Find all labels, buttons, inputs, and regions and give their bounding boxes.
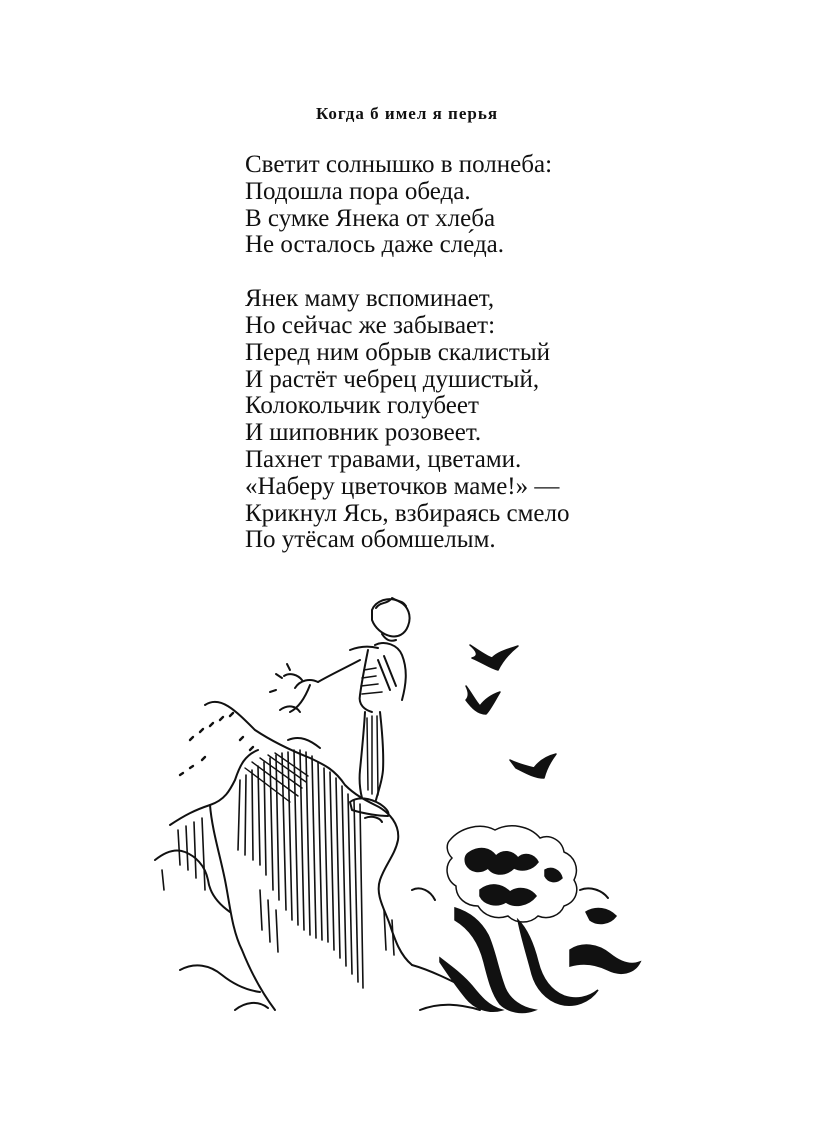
poem-line: В сумке Янека от хлеба bbox=[245, 204, 496, 232]
illustration-boy-on-cliff bbox=[150, 590, 670, 1045]
poem-line: Но сейчас же забывает: bbox=[245, 311, 496, 339]
poem-line: Перед ним обрыв скалистый bbox=[245, 338, 551, 366]
poem-line: Пахнет травами, цветами. bbox=[245, 445, 522, 473]
poem-line: И растёт чебрец душистый, bbox=[245, 365, 540, 393]
stanza-1 bbox=[245, 152, 665, 259]
birds bbox=[466, 645, 556, 778]
poem bbox=[245, 152, 665, 581]
poem-line: Янек маму вспоминает, bbox=[245, 285, 495, 313]
poem-line: И шиповник розовеет. bbox=[245, 419, 482, 447]
bird-3 bbox=[510, 754, 556, 778]
poem-line: «Наберу цветочков маме!» — bbox=[245, 472, 560, 500]
bird-1 bbox=[470, 645, 518, 670]
poem-line: Светит солнышко в полнеба: bbox=[245, 151, 553, 178]
poem-line: По утёсам обомшелым. bbox=[245, 526, 496, 554]
boy-figure bbox=[270, 598, 410, 822]
poem-line: Крикнул Ясь, взбираясь смело bbox=[245, 499, 570, 527]
ink-drawing bbox=[150, 590, 670, 1045]
bird-2 bbox=[466, 686, 500, 714]
stanza-2 bbox=[245, 286, 665, 554]
poem-line: Подошла пора обеда. bbox=[245, 177, 471, 205]
poem-line: Колокольчик голубеет bbox=[245, 392, 479, 420]
page-title: Когда б имел я перья bbox=[315, 104, 499, 123]
poem-line: Не осталось даже сле́да. bbox=[245, 231, 505, 259]
bush bbox=[440, 826, 640, 1013]
